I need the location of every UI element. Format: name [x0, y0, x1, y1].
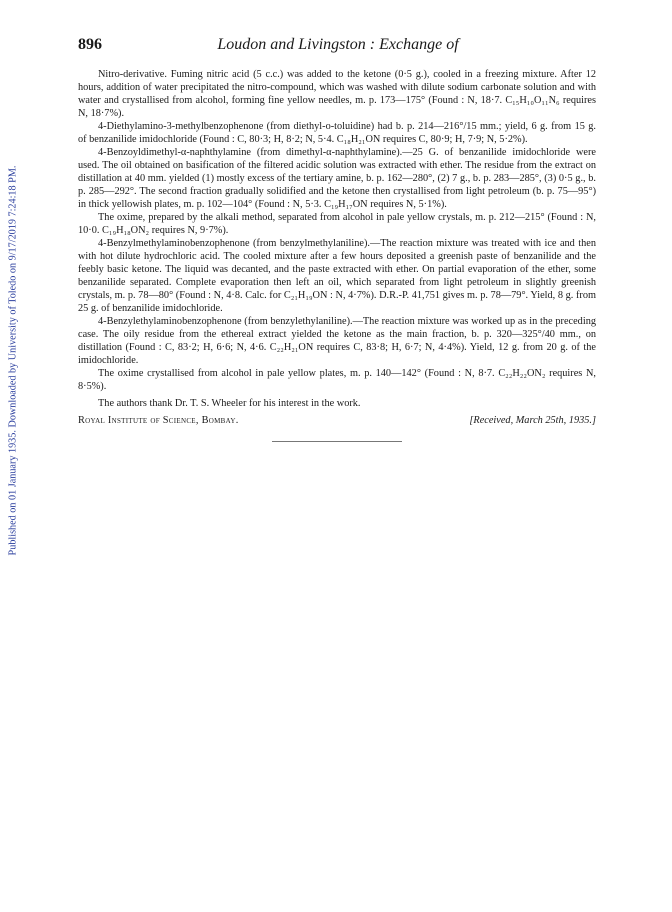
end-rule	[272, 441, 402, 442]
paragraph-benzoyldimethyl: 4-Benzoyldimethyl-α-naphthylamine (from dimethyl-α-naphthylamine).—25 G. of benzanilide imidochloride were used. The oil obtained on basification of the filtered acidic solution was extracted with ether. The residue from the extract on distillation at 40 mm. yielded (1) mostly excess of the tertiary amine, b. p. 162—280°, (2) 7 g., b. p. 283—285°, (3) 0·5 g., b. p. 285—292°. The second fraction gradually solidified and the ketone then crystallised from light petroleum (b. p. 75—95°) in thick yellowish plates, m. p. 102—104° (Found : N, 5·3. C₁₉H₁₇ON requires N, 5·1%).	[78, 147, 596, 210]
paragraph-benzylethyl: 4-Benzylethylaminobenzophenone (from benzylethylaniline).—The reaction mixture was worked up as in the preceding case. The oily residue from the ethereal extract yielded the ketone as the main fraction, b. p. 320—325°/40 mm., on distillation (Found : C, 83·2; H, 6·6; N, 4·6. C₂₂H₂₁ON requires C, 83·8; H, 6·7; N, 4·4%). Yield, 12 g. from 20 g. of the imidochloride.	[78, 316, 596, 366]
received-date: [Received, March 25th, 1935.]	[469, 415, 596, 426]
paragraph-oxime-1: The oxime, prepared by the alkali method, separated from alcohol in pale yellow crystals, m. p. 212—215° (Found : N, 10·0. C₁₉H₁₈ON₂ requires N, 9·7%).	[78, 212, 596, 236]
watermark-text: Published on 01 January 1935. Downloaded by University of Toledo on 9/17/2019 7:24:18 PM.	[7, 165, 19, 555]
paragraph-diethylamino: 4-Diethylamino-3-methylbenzophenone (from diethyl-o-toluidine) had b. p. 214—216°/15 mm.; yield, 6 g. from 15 g. of benzanilide imidochloride (Found : C, 80·3; H, 8·2; N, 5·4. C₁₈H₂₁ON requires C, 80·9; H, 7·9; N, 5·2%).	[78, 121, 596, 145]
running-title: Loudon and Livingston : Exchange of	[217, 36, 459, 53]
paragraph-benzylmethyl: 4-Benzylmethylaminobenzophenone (from benzylmethylaniline).—The reaction mixture was treated with ice and then with hot dilute hydrochloric acid. The cooled mixture after a few hours deposited a greenish paste of benzanilide and the feebly basic ketone. The liquid was decanted, and the paste extracted with ether. On partial evaporation of the ether, some benzanilide separated. Complete evaporation then left an oil, which separated from light petroleum in slightly greenish crystals, m. p. 78—80° (Found : N, 4·8. Calc. for C₂₁H₁₉ON : N, 4·7%). D.R.-P. 41,751 gives m. p. 78—79°. Yield, 8 g. from 25 g. of benzanilide imidochloride.	[78, 238, 596, 314]
article-body	[78, 68, 596, 442]
download-watermark	[2, 150, 24, 570]
article-footer	[78, 414, 596, 427]
page-number: 896	[78, 36, 102, 53]
paragraph-nitro-derivative: Nitro-derivative. Fuming nitric acid (5 c.c.) was added to the ketone (0·5 g.), cooled in a freezing mixture. After 12 hours, addition of water precipitated the nitro-compound, which was washed with dilute sodium carbonate solution and with water and crystallised from alcohol, forming fine yellow needles, m. p. 173—175° (Found : N, 18·7. C₁₅H₁₀O₁₁N₆ requires N, 18·7%).	[78, 69, 596, 119]
paragraph-oxime-2: The oxime crystallised from alcohol in pale yellow plates, m. p. 140—142° (Found : N, 8·7. C₂₂H₂₂ON₂ requires N, 8·5%).	[78, 368, 596, 392]
acknowledgement: The authors thank Dr. T. S. Wheeler for his interest in the work.	[98, 398, 361, 409]
institution-line: Royal Institute of Science, Bombay.	[78, 415, 239, 426]
page-header	[78, 36, 598, 58]
